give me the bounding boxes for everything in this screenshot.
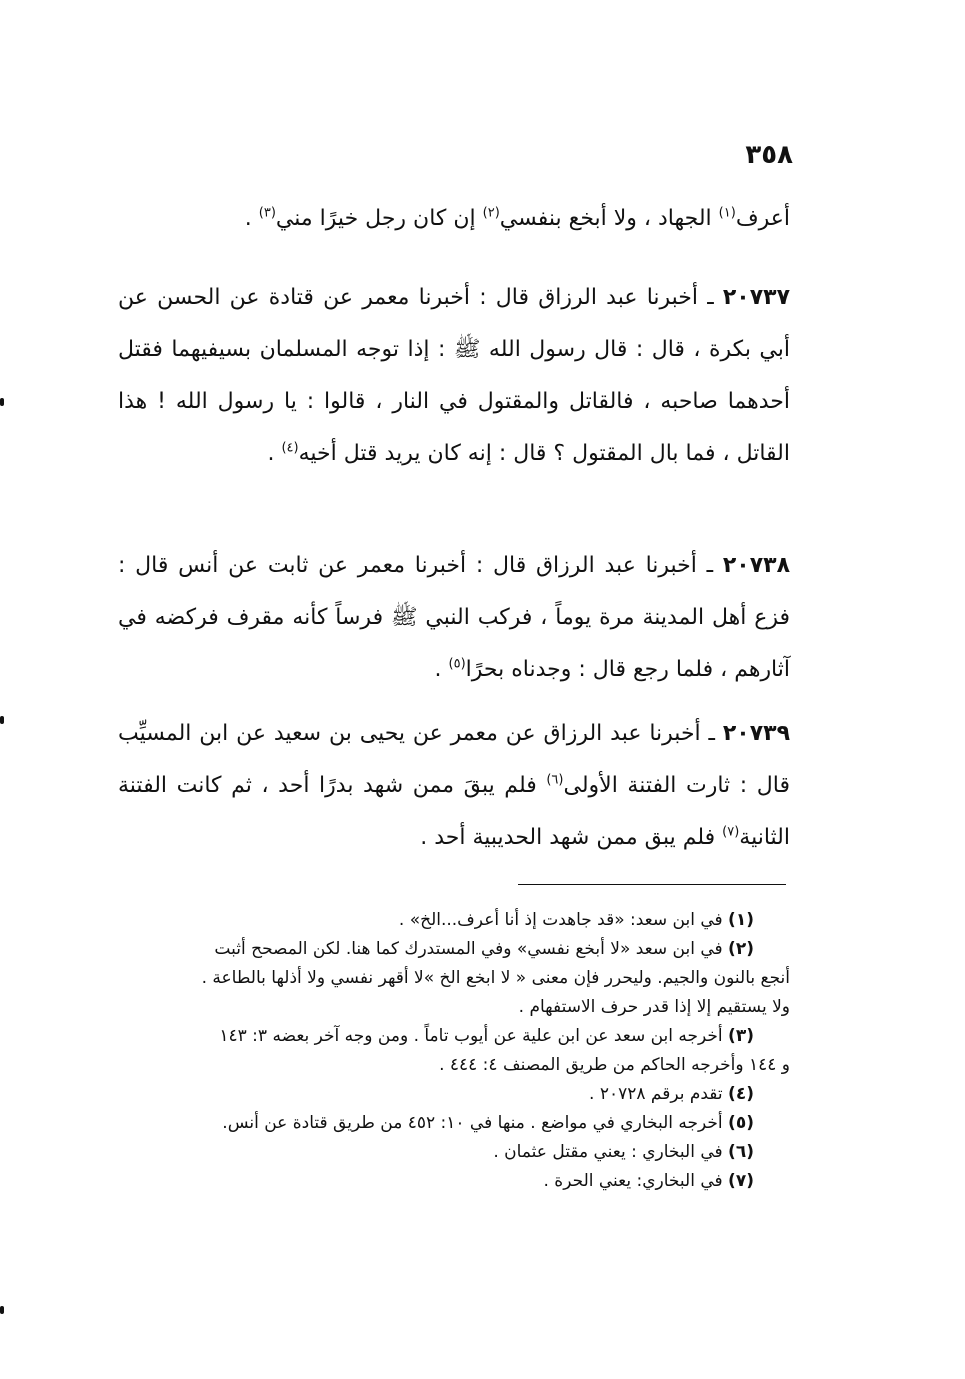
continuation-text: .: [244, 206, 259, 231]
footnote-ref-2: (٢): [482, 205, 500, 221]
hadith-20739: [118, 708, 790, 864]
footnote-marker: (٦): [728, 1142, 754, 1162]
continuation-paragraph: [118, 193, 790, 245]
footnote-text: أخرجه البخاري في مواضع . منها في ١٠: ٤٥٢ من طريق قتادة عن أنس.: [222, 1113, 723, 1133]
hadith-text-end: .: [434, 657, 449, 682]
hadith-number: ٢٠٧٣٨: [722, 553, 790, 578]
footnote-2: [118, 935, 790, 1022]
footnote-ref-5: (٥): [448, 656, 466, 672]
scan-margin-mark: [0, 1306, 4, 1314]
scan-margin-mark: [0, 398, 4, 406]
footnote-text: و ١٤٤ وأخرجه الحاكم من طريق المصنف ٤: ٤٤٤ .: [439, 1055, 790, 1075]
hadith-text-end: .: [267, 441, 282, 466]
footnote-ref-3: (٣): [258, 205, 276, 221]
footnote-marker: (٧): [728, 1171, 754, 1191]
footnote-text: في ابن سعد: «قد جاهدت إذ أنا أعرف...الخ» .: [398, 910, 723, 930]
footnote-marker: (١): [728, 910, 754, 930]
footnote-text: ولا يستقيم إلا إذا قدر حرف الاستفهام .: [518, 997, 790, 1017]
footnote-text: في ابن سعد «لا أبخع نفسي» وفي المستدرك كما هنا. لكن المصحح أثبت: [214, 939, 723, 959]
footnote-ref-6: (٦): [546, 772, 564, 788]
footnote-marker: (٢): [728, 939, 754, 959]
footnote-text: في البخاري: يعني الحرة .: [543, 1171, 723, 1191]
footnote-text: أنجع بالنون والجيم. وليحرر فإن معنى « لا ابخع الخ »لا أقهر نفسي ولا أذلها بالطاعة .: [201, 968, 790, 988]
page-number: ٣٥٨: [745, 140, 793, 170]
footnote-marker: (٥): [728, 1113, 754, 1133]
hadith-number: ٢٠٧٣٧: [722, 285, 790, 310]
footnote-ref-1: (١): [718, 205, 736, 221]
footnote-separator: [518, 884, 786, 885]
footnote-3: [118, 1022, 790, 1080]
footnote-7: [118, 1167, 790, 1196]
footnote-marker: (٣): [728, 1026, 754, 1046]
footnotes-section: [118, 906, 790, 1196]
scan-margin-mark: [0, 716, 4, 724]
footnote-ref-4: (٤): [281, 440, 299, 456]
footnote-text: أخرجه ابن سعد عن ابن علية عن أيوب تاماً . ومن وجه آخر بعضه ٣: ١٤٣: [219, 1026, 723, 1046]
footnote-5: [118, 1109, 790, 1138]
hadith-text: فلم يبقَ ممن شهد بدرًا أحد ، ثم كانت الفتنة الثانية: [118, 773, 790, 850]
footnote-1: [118, 906, 790, 935]
footnote-4: [118, 1080, 790, 1109]
hadith-text: ـ أخبرنا عبد الرزاق قال : أخبرنا معمر عن قتادة عن الحسن عن أبي بكرة ، قال : قال رسول الله ﷺ : إذا توجه المسلمان بسيفيهما فقتل أحدهما صاحبه ، فالقاتل والمقتول في النار ، قالوا : يا رسول الله ! هذا القاتل ، فما بال المقتول ؟ قال : إنه كان يريد قتل أخيه: [118, 285, 790, 466]
footnote-6: [118, 1138, 790, 1167]
hadith-20737: [118, 272, 790, 480]
continuation-text: إن كان رجل خيرًا مني: [275, 206, 483, 231]
footnote-text: تقدم برقم ٢٠٧٢٨ .: [589, 1084, 723, 1104]
hadith-20738: [118, 540, 790, 696]
hadith-text: ـ أخبرنا عبد الرزاق قال : أخبرنا معمر عن ثابت عن أنس قال : فزع أهل المدينة مرة يوماً ، فركب النبي ﷺ فرساً كأنه مقرف فركضه في آثارهم ، فلما رجع قال : وجدناه بحرًا: [118, 553, 790, 682]
footnote-marker: (٤): [728, 1084, 754, 1104]
hadith-text: فلم يبق ممن شهد الحديبية أحد .: [420, 825, 723, 850]
continuation-text: أعرف: [735, 206, 790, 231]
hadith-number: ٢٠٧٣٩: [722, 721, 790, 746]
hadith-text: ـ أخبرنا عبد الرزاق عن معمر عن يحيى بن سعيد عن ابن المسيِّب قال : ثارت الفتنة الأولى: [118, 721, 790, 798]
footnote-ref-7: (٧): [722, 824, 740, 840]
footnote-text: في البخاري : يعني مقتل عثمان .: [493, 1142, 723, 1162]
continuation-text: الجهاد ، ولا أبخع بنفسي: [499, 206, 719, 231]
